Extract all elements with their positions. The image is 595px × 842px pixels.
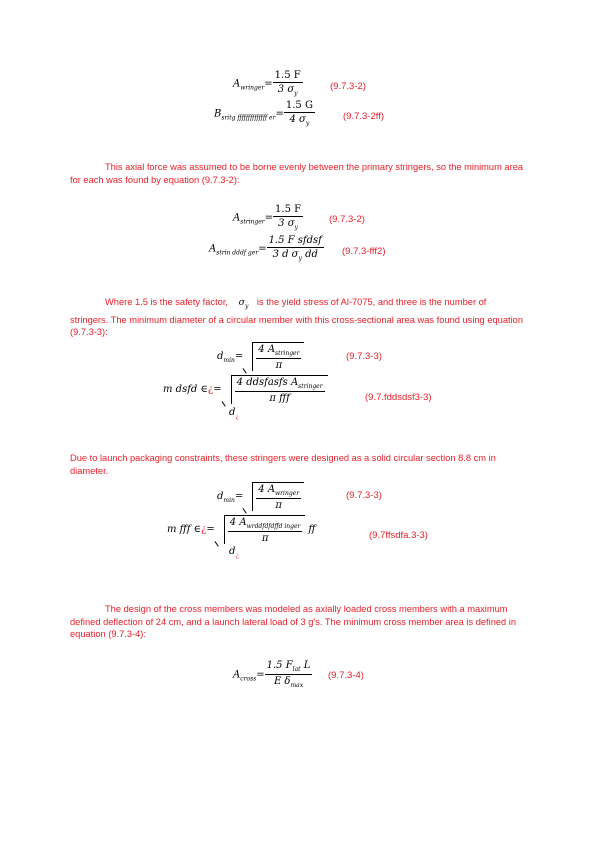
equation-number: (9.7.3-fff2) <box>342 246 386 257</box>
equation-below-term: $d_¿$ <box>229 546 239 559</box>
paragraph-launch-packaging: Due to launch packaging constraints, these stringers were designed as a solid circular section 8.8 cm in diameter. <box>70 453 496 476</box>
equation-number: (9.7.3-2) <box>330 81 366 92</box>
paragraph-axial-force: This axial force was assumed to be borne evenly between the primary stringers, so the minimum area for each was found by equation (9.7.3-2): <box>70 162 524 185</box>
equation-9-7ffsdfa-3-3: m fff ∈¿= $\frac{4 A_{wrddfdfdffd inger}}{\pi}$ ff <box>167 517 316 544</box>
equation-number: (9.7ffsdfa.3-3) <box>369 530 428 541</box>
equation-9-7-3-2-stringer: $A_{stringer}=$ $\frac{1.5 F}{3 \sigma_y}$ <box>233 204 302 231</box>
equation-number: (9.7.3-4) <box>328 670 364 681</box>
equation-9-7-3-3-wringer: $d_{min}=$ $\frac{4 A_{wringer}}{\pi}$ <box>217 482 304 511</box>
equation-below-term: $d_¿$ <box>229 407 239 420</box>
equation-number: (9.7.3-2ff) <box>343 111 385 122</box>
equation-number: (9.7.3-3) <box>346 490 382 501</box>
paragraph-cross-members: The design of the cross members was modeled as axially loaded cross members with a maximum defined deflection of 24 cm, and a launch lateral load of 3 g's. The minimum cross member area is defined in equation (9.7.3-4): <box>70 604 517 639</box>
equation-9-7-fddsdsf3-3: m dsfd ∈¿= $\frac{4 ddsfasfs A_{stringer}}{\text{π fff}}$ <box>163 375 328 404</box>
equation-number: (9.7.3-3) <box>346 351 382 362</box>
equation-9-7-3-2ff: $B_{sritg ffffffffffffff er}=$ $\frac{1.5 G}{4 \sigma_y}$ <box>214 100 313 127</box>
equation-9-7-3-fff2: $A_{strin dddf ger}=$ $\frac{\text{1.5 F sfdsf}}{3 d \sigma_y dd}$ <box>209 235 322 262</box>
equation-9-7-3-4: $A_{cross}=$ $\frac{1.5 F_{lat} L}{E \delta_{max}}$ <box>233 660 311 689</box>
equation-9-7-3-2-wringer: $A_{wringer}=$ $\frac{1.5 F}{3 \sigma_y}$ <box>233 70 301 97</box>
equation-number: (9.7.fddsdsf3-3) <box>365 392 432 403</box>
paragraph-safety-factor: Where 1.5 is the safety factor, $\sigma_y$ is the yield stress of Al-7075, and three is the number of stringers. The minimum diameter of a circular member with this cross-sectional area was found using equation (9.7.3-3): <box>70 297 523 337</box>
equation-number: (9.7.3-2) <box>329 214 365 225</box>
equation-9-7-3-3-dmin: $d_{min}=$ $\frac{4 A_{stringer}}{\pi}$ <box>217 342 304 371</box>
